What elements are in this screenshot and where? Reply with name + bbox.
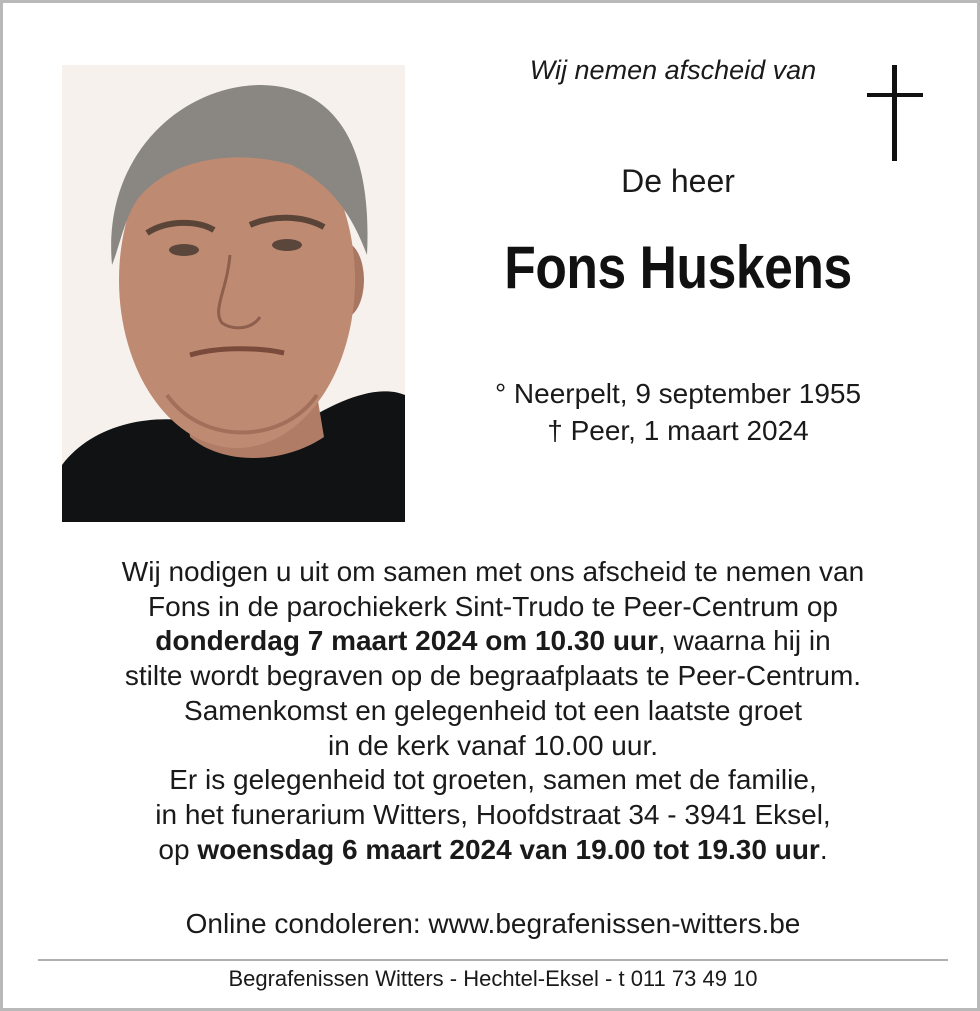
- funeral-home-footer: Begrafenissen Witters - Hechtel-Eksel - t 011 73 49 10: [228, 966, 758, 991]
- body-line: in de kerk vanaf 10.00 uur.: [328, 729, 658, 761]
- cross-icon: [867, 65, 925, 163]
- body-line-post: .: [819, 833, 828, 865]
- death-line: † Peer, 1 maart 2024: [547, 415, 809, 446]
- body-line: stilte wordt begraven op de begraafplaats te Peer-Centrum.: [124, 660, 862, 692]
- deceased-name: Fons Huskens: [504, 234, 852, 301]
- body-line: in het funerarium Witters, Hoofdstraat 34 - 3941 Eksel,: [155, 798, 831, 830]
- intro-line: Wij nemen afscheid van: [529, 55, 817, 85]
- salutation: De heer: [621, 163, 735, 199]
- body-line: Wij nodigen u uit om samen met ons afscheid te nemen van: [121, 556, 865, 587]
- life-dates: [423, 375, 933, 449]
- body-line: Er is gelegenheid tot groeten, samen met de familie,: [169, 764, 817, 796]
- body-line: [23, 624, 963, 659]
- birth-line: ° Neerpelt, 9 september 1955: [494, 378, 862, 409]
- body-line: Fons in de parochiekerk Sint-Trudo te Peer-Centrum op: [148, 590, 838, 622]
- body-line: [23, 833, 963, 868]
- portrait-photo: [62, 65, 405, 522]
- funeral-announcement: [23, 555, 963, 867]
- body-line: Samenkomst en gelegenheid tot een laatste groet: [184, 694, 802, 726]
- divider: [38, 959, 948, 961]
- visitation-datetime: woensdag 6 maart 2024 van 19.00 tot 19.30 uur: [197, 833, 820, 865]
- online-condolences: Online condoleren: www.begrafenissen-witters.be: [185, 908, 801, 939]
- body-line-rest: , waarna hij in: [657, 625, 831, 657]
- body-line-pre: op: [158, 833, 198, 865]
- ceremony-datetime: donderdag 7 maart 2024 om 10.30 uur: [155, 625, 658, 657]
